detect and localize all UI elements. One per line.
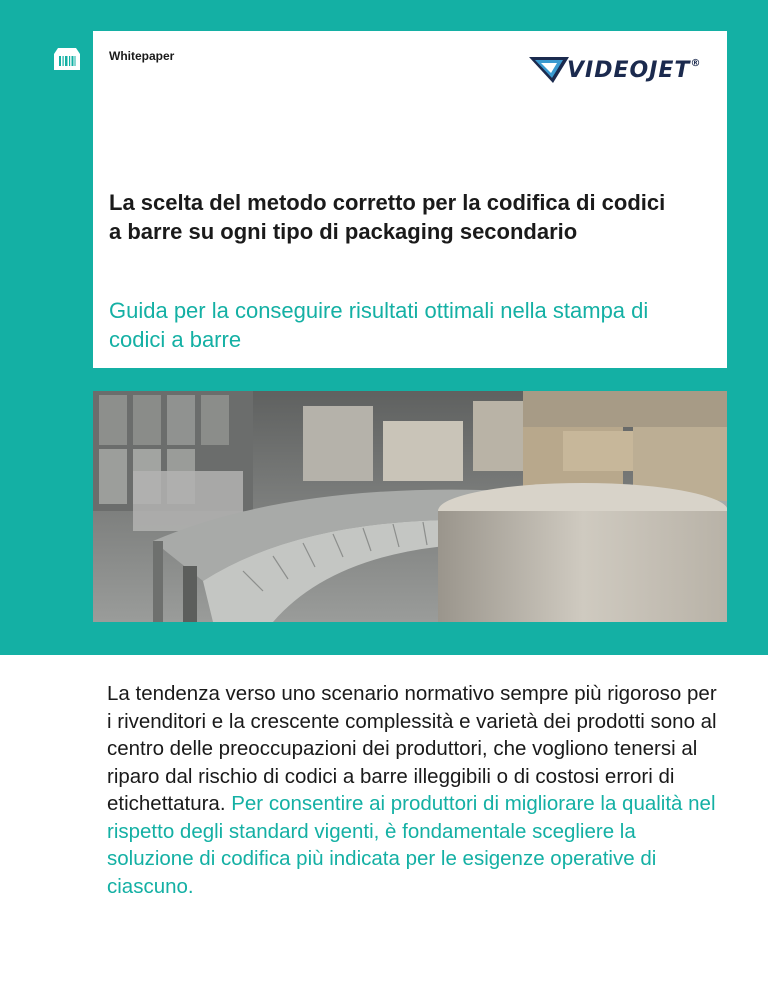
intro-highlight: Per consentire ai produttori di migliorare la qualità nel rispetto degli standard vigenti, è fondamentale scegliere la soluzione di codifica più indicata per le esigenze operative di ciascuno. [107,792,716,898]
warehouse-conveyor-photo [93,391,727,622]
document-subtitle: Guida per la conseguire risultati ottimali nella stampa di codici a barre [109,298,649,352]
intro-text: La tendenza verso uno scenario normativo sempre più rigoroso per i rivenditori e la crescente complessità e varietà dei prodotti sono al centro delle preoccupazioni dei produttori, che vogliono tenersi al riparo dal rischio di codici a barre illeggibili o di costosi errori di etichettatura. [107,682,717,815]
videojet-logo [527,49,713,91]
barcode-scanner-icon [50,44,84,74]
document-type-label: Whitepaper [109,49,175,63]
intro-paragraph [107,680,717,900]
header-card [93,31,727,368]
logo-wordmark: VIDEOJET® [567,58,702,83]
document-title: La scelta del metodo corretto per la codifica di codici a barre su ogni tipo di packaging secondario [109,190,666,244]
